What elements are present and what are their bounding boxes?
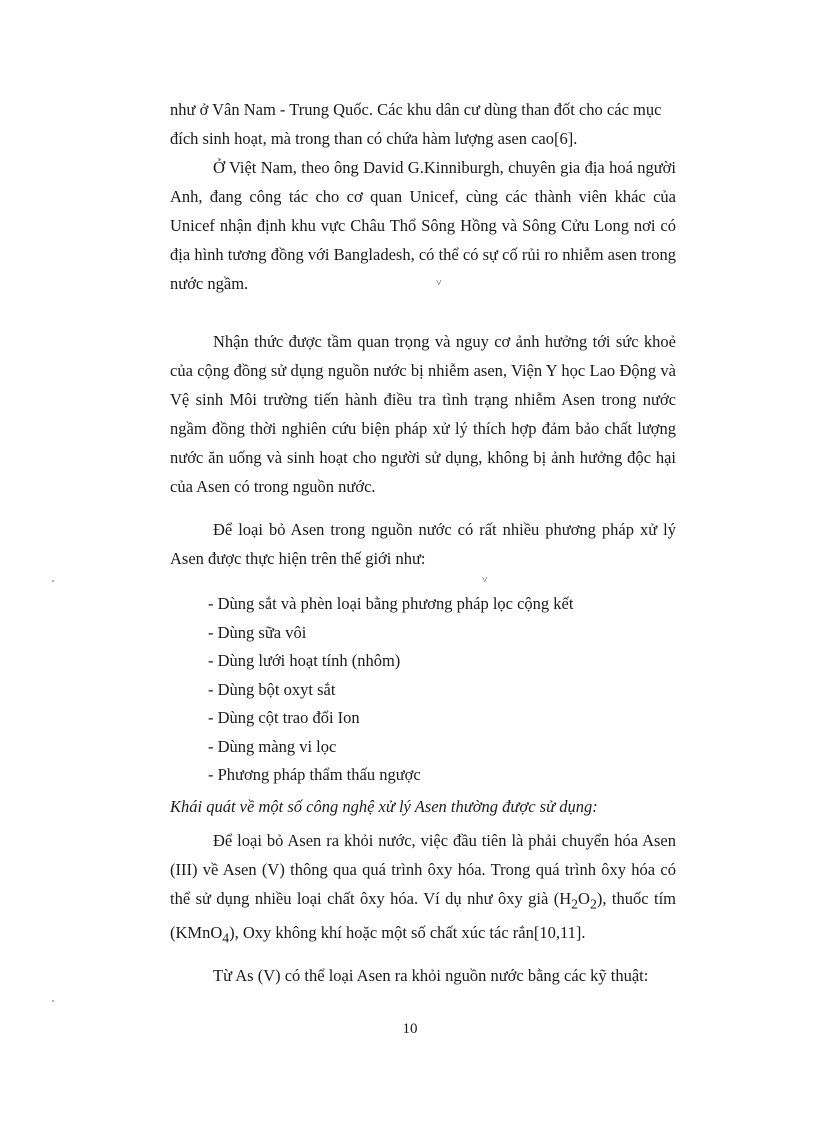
scan-mark: ˅ bbox=[436, 278, 442, 289]
paragraph-5: Để loại bỏ Asen ra khỏi nước, việc đầu tiên là phải chuyển hóa Asen (III) về Asen (V) thông qua quá trình ôxy hóa. Trong quá trình ôxy hóa có thể sử dụng nhiều loại chất ôxy hóa. Ví dụ như ôxy già $(H_2O_2)$, thuốc tím (KMnO$_4$), Oxy không khí hoặc một số chất xúc tác rắn[10,11]. bbox=[170, 831, 676, 946]
scan-dot bbox=[52, 580, 54, 582]
paragraph-4: Để loại bỏ Asen trong nguồn nước có rất nhiều phương pháp xử lý Asen được thực hiện trên thế giới như: bbox=[170, 520, 676, 568]
scan-dot bbox=[52, 1000, 54, 1002]
list-item: - Phương pháp thẩm thấu ngược bbox=[208, 765, 421, 784]
paragraph-6: Từ As (V) có thể loại Asen ra khỏi nguồn nước bằng các kỹ thuật: bbox=[213, 966, 649, 985]
paragraph-1-line-1: như ở Vân Nam - Trung Quốc. Các khu dân cư dùng than đốt cho các mục bbox=[170, 100, 662, 119]
paragraph-1-line-2: đích sinh hoạt, mà trong than có chứa hàm lượng asen cao[6]. bbox=[170, 129, 578, 148]
treatment-methods-list bbox=[208, 590, 573, 790]
list-item: - Dùng sữa vôi bbox=[208, 622, 307, 642]
page-number: 10 bbox=[402, 1021, 418, 1037]
list-item: - Dùng cột trao đổi Ion bbox=[208, 708, 360, 727]
list-item: - Dùng sắt và phèn loại bằng phương pháp lọc cộng kết bbox=[208, 594, 574, 613]
scan-mark: ˅ bbox=[482, 575, 488, 586]
list-item: - Dùng màng vi lọc bbox=[208, 736, 337, 756]
paragraph-2: Ở Việt Nam, theo ông David G.Kinniburgh, chuyên gia địa hoá người Anh, đang công tác cho cơ quan Unicef, cùng các thành viên khác của Unicef nhận định khu vực Châu Thổ Sông Hồng và Sông Cửu Long nơi có địa hình tương đồng với Bangladesh, có thể có sự cố rủi ro nhiễm asen trong nước ngầm. bbox=[170, 158, 676, 293]
paragraph-3: Nhận thức được tầm quan trọng và nguy cơ ảnh hưởng tới sức khoẻ của cộng đồng sử dụng nguồn nước bị nhiễm asen, Viện Y học Lao Động và Vệ sinh Môi trường tiến hành điều tra tình trạng nhiễm Asen trong nước ngầm đồng thời nghiên cứu biện pháp xử lý thích hợp đảm bảo chất lượng nước ăn uống và sinh hoạt cho người sử dụng, không bị ảnh hưởng độc hại của Asen có trong nguồn nước. bbox=[170, 332, 676, 496]
list-item: - Dùng bột oxyt sắt bbox=[208, 679, 336, 699]
list-item: - Dùng lưới hoạt tính (nhôm) bbox=[208, 651, 401, 670]
section-heading: Khái quát về một số công nghệ xử lý Asen thường được sử dụng: bbox=[170, 797, 598, 816]
